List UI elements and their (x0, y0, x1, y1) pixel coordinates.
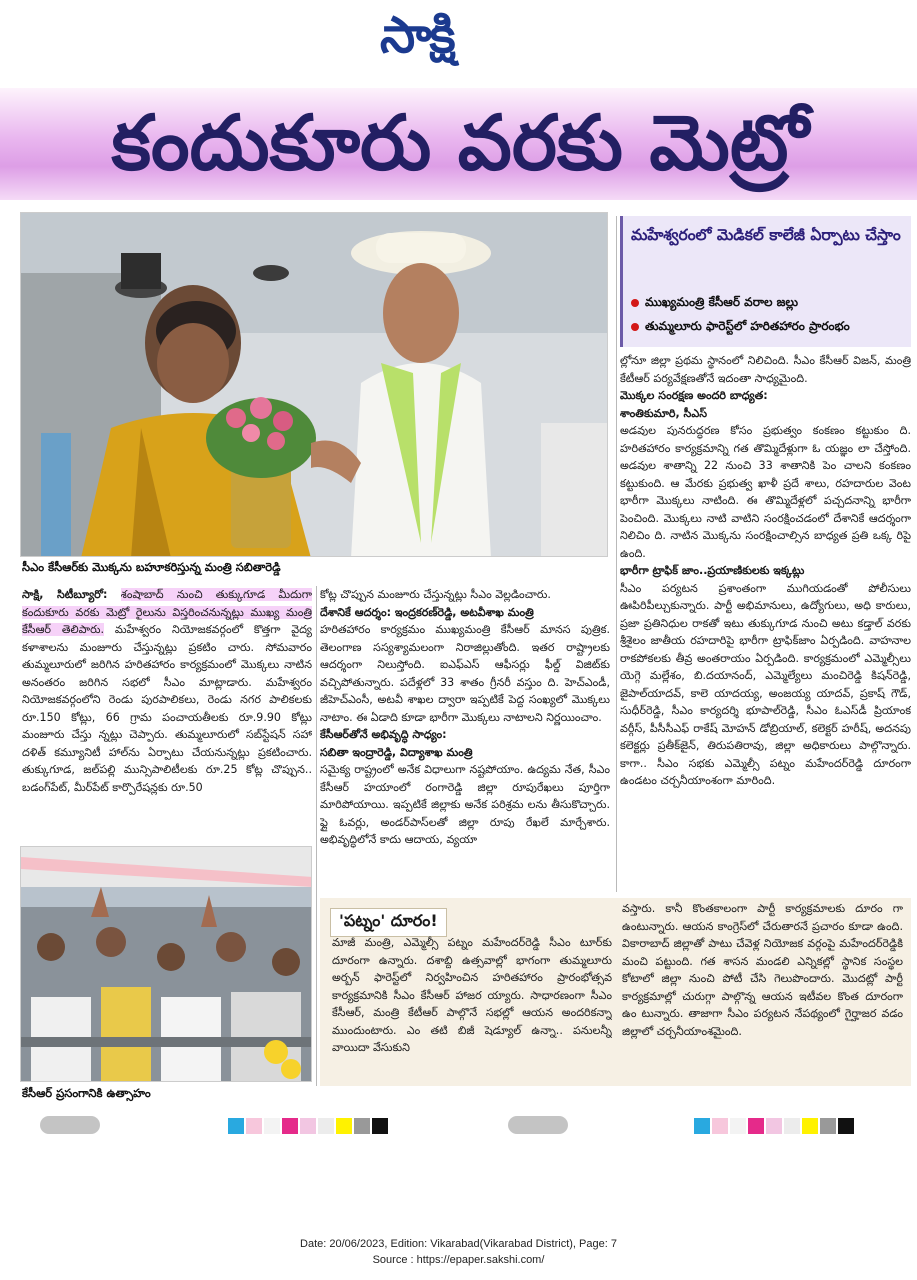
rally-photo (20, 846, 312, 1082)
highlight-item: తుమ్మలూరు ఫారెస్ట్‌లో హరితహారం ప్రారంభం (631, 314, 909, 338)
color-swatch (264, 1118, 280, 1134)
article-column-3 (620, 352, 911, 892)
main-photo (20, 212, 608, 557)
color-swatch (712, 1118, 728, 1134)
color-swatch (748, 1118, 764, 1134)
color-swatch (730, 1118, 746, 1134)
highlights-box (620, 216, 911, 347)
color-swatch (820, 1118, 836, 1134)
subheading: సబితా ఇంద్రారెడ్డి, విద్యాశాఖ మంత్రి (320, 745, 473, 759)
color-swatch (300, 1118, 316, 1134)
color-swatch (336, 1118, 352, 1134)
registration-mark (40, 1116, 100, 1134)
sidebar-column-left: మాజీ మంత్రి, ఎమ్మెల్సీ పట్నం మహేందర్‌రెడ్డి సీఎం టూర్‌కు దూరంగా ఉన్నారు. దశాబ్ది ఉత్సవాల్లో భాగంగా తుమ్మలూరు అర్బన్ ఫారెస్ట్‌లో నిర్వహించిన హరితహారం ప్రారంభోత్సవ కార్యక్రమానికి సీఎం కేసీఆర్ హాజర య్యారు. సాధారణంగా సీఎం కేసీఆర్, మంత్రి కేటీఆర్ పాల్గొనే సభల్లో ఆయన అందరికన్నా ముందుంటారు. ఎం తటి బిజీ షెడ్యూల్ ఉన్నా.. పనులన్నీ వాయిదా వేసుకుని (332, 936, 612, 1054)
highlight-item: ముఖ్యమంత్రి కేసీఆర్ వరాల జల్లు (631, 290, 909, 314)
column-rule (316, 586, 317, 1086)
article-paragraph: సమైక్య రాష్ట్రంలో అనేక విధాలుగా నష్టపోయాం. ఉద్యమ నేత, సీఎం కేసీఆర్ హయాంలో రంగారెడ్డి జిల్లా రూపురేఖలు పూర్తిగా మారిపోయాయి. ఇప్పటికే జిల్లాకు అనేక పరిశ్రమ లను తీసుకొచ్చారు. ఫ్లై ఓవర్లు, అండర్‌పాస్‌లతో జిల్లా రూపు రేఖలే మార్చేశారు. అభివృద్ధిలోనే కాదు ఆదాయ, వ్యయా (320, 763, 610, 846)
article-lead (22, 586, 312, 796)
subheading: భారీగా ట్రాఫిక్ జాం..ప్రయాణికులకు ఇక్కట్లు (620, 564, 805, 577)
color-swatch (372, 1118, 388, 1134)
rally-photo-image (21, 847, 312, 1082)
highlighted-lead-text: శంషాబాద్ నుంచి తుక్కుగూడ మీదుగా కందుకూరు వరకు మెట్రో రైలును విస్తరించనున్నట్లు ముఖ్య మంత్రి కేసీఆర్ తెలిపారు. (22, 588, 312, 636)
article-paragraph: సీఎం పర్యటన ప్రశాంతంగా ముగియడంతో పోలీసులు ఊపిరిపీల్చుకున్నారు. పార్టీ అభిమానులు, ఉద్యోగులు, అధి కారులు, ప్రజా ప్రతినిధుల రాకతో ఇటు తుక్కుగూడ నుంచి అటు కడ్తాల్ వరకు శ్రీశైలం జాతీయ రహదారిపై భారీగా ట్రాఫిక్‌జాం ఏర్పడింది. వాహనాల రాకపోకలకు తీవ్ర అంతరాయం ఏర్పడింది. కార్యక్రమంలో ఎమ్మెల్సీలు యెగ్గె మల్లేశం, బి.దయానంద్, ఎమ్మెల్యేలు మంచిరెడ్డి కిషన్‌రెడ్డి, జైపాల్‌యాదవ్, కాలె యాదయ్య, అంజయ్య యాదవ్, ప్రకాష్ గౌడ్, సుధీర్‌రెడ్డి, సీఎం కార్యదర్శి భూపాల్‌రెడ్డి, సీఎం ఓఎస్‌డీ ప్రియాంక వర్గీస్, పీసీసీఎఫ్ రాకేష్ మోహన్ డోబ్రియాల్, కలెక్టర్ హరీష్, అదనపు కలెక్టర్లు ప్రతీక్‌జైన్, తిరుపతిరావు, జిల్లా అధికారులు పాల్గొన్నారు. కాగా.. సీఎం సభకు ఎమ్మెల్సీ పట్నం మహేందర్‌రెడ్డి దూరంగా ఉండటం చర్చనీయాంశంగా మారింది. (620, 581, 911, 787)
subheading: దేశానికే ఆదర్శం: ఇంద్రకరణ్‌రెడ్డి, అటవీశాఖ మంత్రి (320, 605, 534, 619)
color-swatch (802, 1118, 818, 1134)
footer-date-line: Date: 20/06/2023, Edition: Vikarabad(Vikarabad District), Page: 7 (300, 1238, 617, 1250)
color-swatch (354, 1118, 370, 1134)
masthead (0, 0, 917, 88)
bullet-dot-icon (631, 323, 639, 331)
color-swatch (228, 1118, 244, 1134)
dateline: సాక్షి, సిటీబ్యూరో: (22, 588, 108, 601)
color-swatch (838, 1118, 854, 1134)
color-swatch (282, 1118, 298, 1134)
color-swatch (318, 1118, 334, 1134)
article-column-1 (22, 586, 312, 842)
bullet-dot-icon (631, 299, 639, 307)
color-swatch (784, 1118, 800, 1134)
column-rule (616, 216, 617, 892)
color-swatch-strip (228, 1118, 390, 1134)
subheading: కేసీఆర్‌తోనే అభివృద్ధి సాధ్యం: (320, 728, 447, 741)
newspaper-logo: సాక్షి (380, 6, 454, 64)
article-paragraph: అడవుల పునరుద్ధరణ కోసం ప్రభుత్వం కంకణం కట్టుకుం ది. హరితహారం కార్యక్రమాన్ని గత తొమ్మిదేళ్లుగా ఓ యజ్ఞం లా చేస్తోంది. అడవుల శాతాన్ని 22 నుంచి 33 శాతానికి పెం చాలని కంకణం కట్టుకుంది. ఆ మేరకు ప్రభుత్వ ఖాళీ ప్రదే శాలు, రహదారుల వెంట భారీగా మొక్కలు నాటింది. ఈ తొమ్మిదేళ్లలో పచ్చదనాన్ని భారీగా పెంచింది. మొక్కలు నాటి వాటిని సంరక్షించడంలో దేశానికే ఆదర్శంగా నిలిచిం ది. నాటిన మొక్కను సంరక్షించాల్సిన బాధ్యత ప్రతి ఒక్క రిపై ఉంది. (620, 424, 911, 560)
article-paragraph: ల్లోనూ జిల్లా ప్రథమ స్థానంలో నిలిచింది. సీఎం కేసీఆర్ విజన్, మంత్రి కేటీఆర్ పర్యవేక్షణతోనే ఇదంతా సాధ్యమైంది. (620, 354, 911, 385)
main-photo-caption: సీఎం కేసీఆర్‌కు మొక్కను బహూకరిస్తున్న మంత్రి సబితారెడ్డి (22, 560, 281, 574)
article-paragraph: హరితహారం కార్యక్రమం ముఖ్యమంత్రి కేసీఆర్ మానస పుత్రిక. తెలంగాణ సస్యశ్యామలంగా నిరాజిల్లుతోంది. ఇతర రాష్ట్రాలకు ఆదర్శంగా నిలుస్తోంది. ఐఎఫ్ఎస్ ఆఫీసర్లు ఫీల్డ్ విజిట్‌కు వచ్చిపోతున్నారు. పదేళ్లలో 33 శాతం గ్రీనరీ వస్తుం ది. హెచ్ఎండీ, జీహెచ్ఎంసీ, అటవీ శాఖల ద్వారా ఇప్పటికే పెద్ద సంఖ్యలో మొక్కలు నాటాం. ఈ ఏడాది కూడా భారీగా మొక్కలు నాటాలని నిర్ణయించాం. (320, 623, 610, 724)
article-paragraph: మహేశ్వరం నియోజకవర్గంలో కొత్తగా వైద్య కళాశాలను మంజూరు చేస్తున్నట్లు ప్రకటిం చారు. సోమవారం తుమ్మలూరులో జరిగిన హరితహారం కార్యక్రమంలో మొక్కలు నాటిన అనంతరం జరిగిన సభలో సీఎం మాట్లాడారు. మహేశ్వరం నియోజకవర్గంలోని రెండు పురపాలికలు, రెండు నగర పాలికలకు రూ.150 కోట్లు, 66 గ్రామ పంచాయతీలకు రూ.9.90 కోట్లు మంజూరు చేస్తు న్నట్లు చెప్పారు. తుమ్మలూరులో సబ్‌స్టేషన్ సహా దళిత్ కమ్యూనిటీ హాల్‌ను ఏర్పాటు చేయనున్నట్లు ప్రకటించారు. తుక్కుగూడ, జల్‌పల్లి మున్సిపాలిటీలకు రూ.25 కోట్ల చొప్పున.. బడంగ్‌పేట్, మీర్‌పేట్ కార్పొరేషన్లకు రూ.50 (22, 623, 312, 794)
subheading: శాంతికుమారి, సీఎస్ (620, 406, 708, 420)
sidebar-box (320, 898, 911, 1086)
color-swatch (694, 1118, 710, 1134)
sidebar-title: 'పట్నం' దూరం! (330, 908, 447, 937)
article-column-2 (320, 586, 610, 892)
headline: కందుకూరు వరకు మెట్రో (111, 98, 809, 187)
color-swatch (246, 1118, 262, 1134)
main-photo-image (21, 213, 608, 557)
registration-mark (508, 1116, 568, 1134)
rally-photo-caption: కేసీఆర్ ప్రసంగానికి ఉత్సాహం (22, 1086, 151, 1100)
color-swatch-strip (694, 1118, 856, 1134)
article-paragraph: కోట్ల చొప్పున మంజూరు చేస్తున్నట్లు సీఎం వెల్లడించారు. (320, 588, 551, 601)
sidebar-column-right: వస్తారు. కానీ కొంతకాలంగా పార్టీ కార్యక్రమాలకు దూరం గా ఉంటున్నారు. ఆయన కాంగ్రెస్‌లో చేరుతారనే ప్రచారం కూడా ఉంది. వికారాబాద్ జిల్లాతో పాటు చేవెళ్ల నియోజక వర్గంపై మహేందర్‌రెడ్డికి మంచి పట్టుంది. గత శాసన మండలి ఎన్నికల్లో స్థానిక సంస్థల కోటాలో జిల్లా నుంచి పోటీ చేసి గెలుపొందారు. మొదట్లో పార్టీ కార్యక్రమాల్లో చురుగ్గా పాల్గొన్న ఆయన ఇటీవల కొంత దూరంగా ఉం టున్నారు. తాజాగా సీఎం పర్యటన నేపథ్యంలో గైర్హాజర వడం జిల్లాలో చర్చనీయాంశమైంది. (622, 902, 903, 1038)
highlights-list (631, 290, 909, 338)
footer-source-line: Source : https://epaper.sakshi.com/ (372, 1254, 545, 1266)
subheading: మొక్కల సంరక్షణ అందరి బాధ్యత: (620, 389, 768, 402)
color-swatch (766, 1118, 782, 1134)
highlights-heading: మహేశ్వరంలో మెడికల్ కాలేజీ ఏర్పాటు చేస్తాం (631, 226, 901, 244)
